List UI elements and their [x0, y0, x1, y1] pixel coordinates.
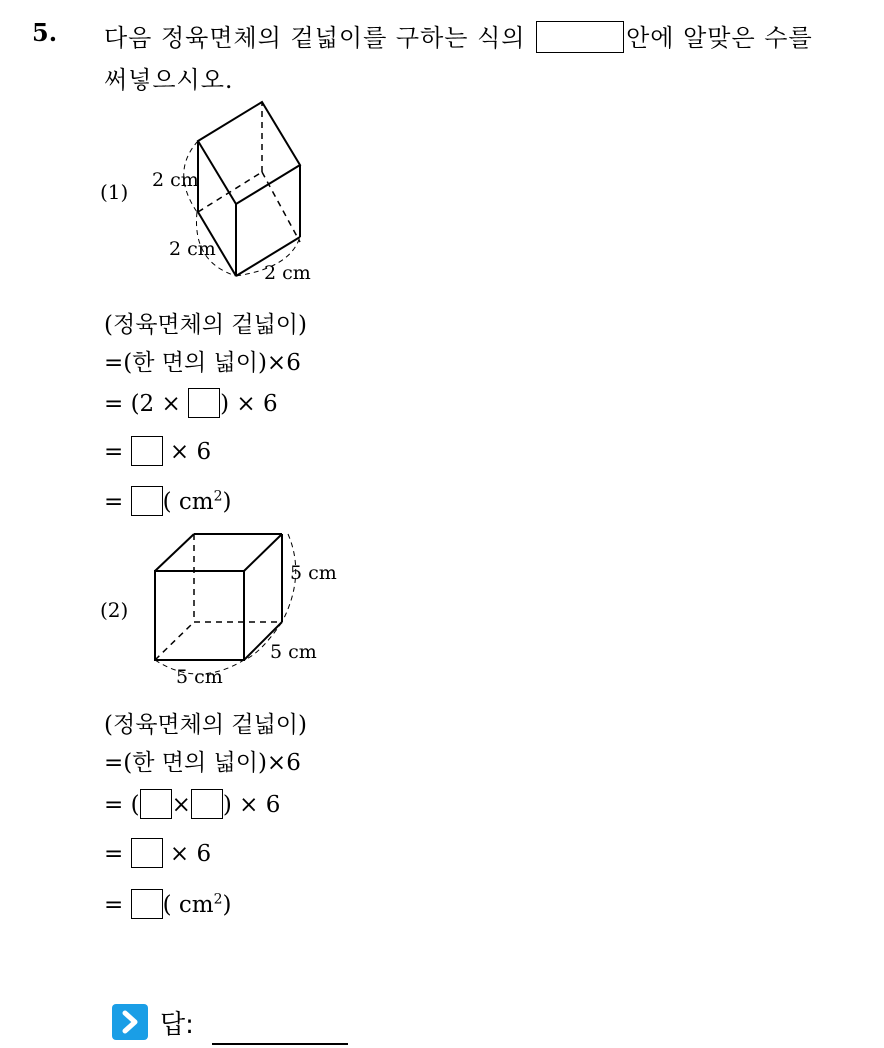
part2-blank-3: [131, 838, 163, 868]
part1-step2: [104, 390, 278, 420]
part2-label: (2): [100, 598, 129, 622]
part2-blank-1: [140, 789, 172, 819]
chevron-right-icon: [112, 1004, 148, 1040]
part2-step3-prefix: =: [104, 841, 124, 867]
part1-step3-prefix: =: [104, 439, 124, 465]
part1-label: (1): [100, 180, 129, 204]
part2-step3: [104, 840, 211, 870]
part1-formula-title: (정육면체의 겉넓이): [104, 312, 308, 338]
part1-step4-close: ): [222, 489, 232, 515]
part1-blank-1: [188, 388, 220, 418]
part2-dim-depth: 5 cm: [270, 641, 317, 663]
part2-formula-title: (정육면체의 겉넓이): [104, 712, 308, 738]
question-stem-line2: 써넣으시오.: [104, 66, 234, 94]
part1-step4-unit: ( cm: [162, 489, 214, 515]
part1-dim-middle: 2 cm: [169, 238, 216, 260]
part1-step2-prefix: = (2 ×: [104, 391, 181, 417]
part2-step2-prefix: = (: [104, 792, 140, 818]
part2-step4-exponent: 2: [213, 891, 223, 908]
part2-step1: =(한 면의 넓이)×6: [104, 750, 301, 776]
stem-text-before: 다음 정육면체의 겉넓이를 구하는 식의: [104, 24, 526, 52]
question-stem-line1: [104, 18, 813, 56]
question-number: 5.: [32, 18, 58, 47]
part2-step2: [104, 791, 280, 821]
part1-step4-prefix: =: [104, 489, 124, 515]
blank-box-example: [536, 21, 624, 53]
part2-step2-times: ×: [171, 792, 191, 818]
part2-step2-suffix: ) × 6: [222, 792, 281, 818]
part1-step3: [104, 438, 211, 468]
part2-step4-prefix: =: [104, 892, 124, 918]
part2-step4-close: ): [222, 892, 232, 918]
answer-label: 답:: [160, 1010, 194, 1040]
part1-dim-bottom: 2 cm: [264, 262, 311, 284]
part1-step1: =(한 면의 넓이)×6: [104, 350, 301, 376]
part1-blank-2: [131, 436, 163, 466]
part1-step4-exponent: 2: [213, 488, 223, 505]
part2-step3-suffix: × 6: [169, 841, 212, 867]
part2-step4-unit: ( cm: [162, 892, 214, 918]
part1-cube-figure: [140, 92, 340, 288]
part2-cube-figure: [148, 528, 348, 690]
part2-blank-2: [191, 789, 223, 819]
part2-dim-right: 5 cm: [290, 562, 337, 584]
part1-step4: [104, 488, 231, 518]
part1-blank-3: [131, 486, 163, 516]
answer-input-line[interactable]: [212, 1043, 348, 1045]
stem-text-after: 안에 알맞은 수를: [626, 24, 813, 52]
part2-step4: [104, 891, 231, 921]
part2-dim-bottom: 5 cm: [176, 666, 223, 688]
part2-blank-4: [131, 889, 163, 919]
part1-step3-suffix: × 6: [169, 439, 212, 465]
part1-step2-suffix: ) × 6: [220, 391, 278, 417]
part1-dim-top: 2 cm: [152, 169, 199, 191]
